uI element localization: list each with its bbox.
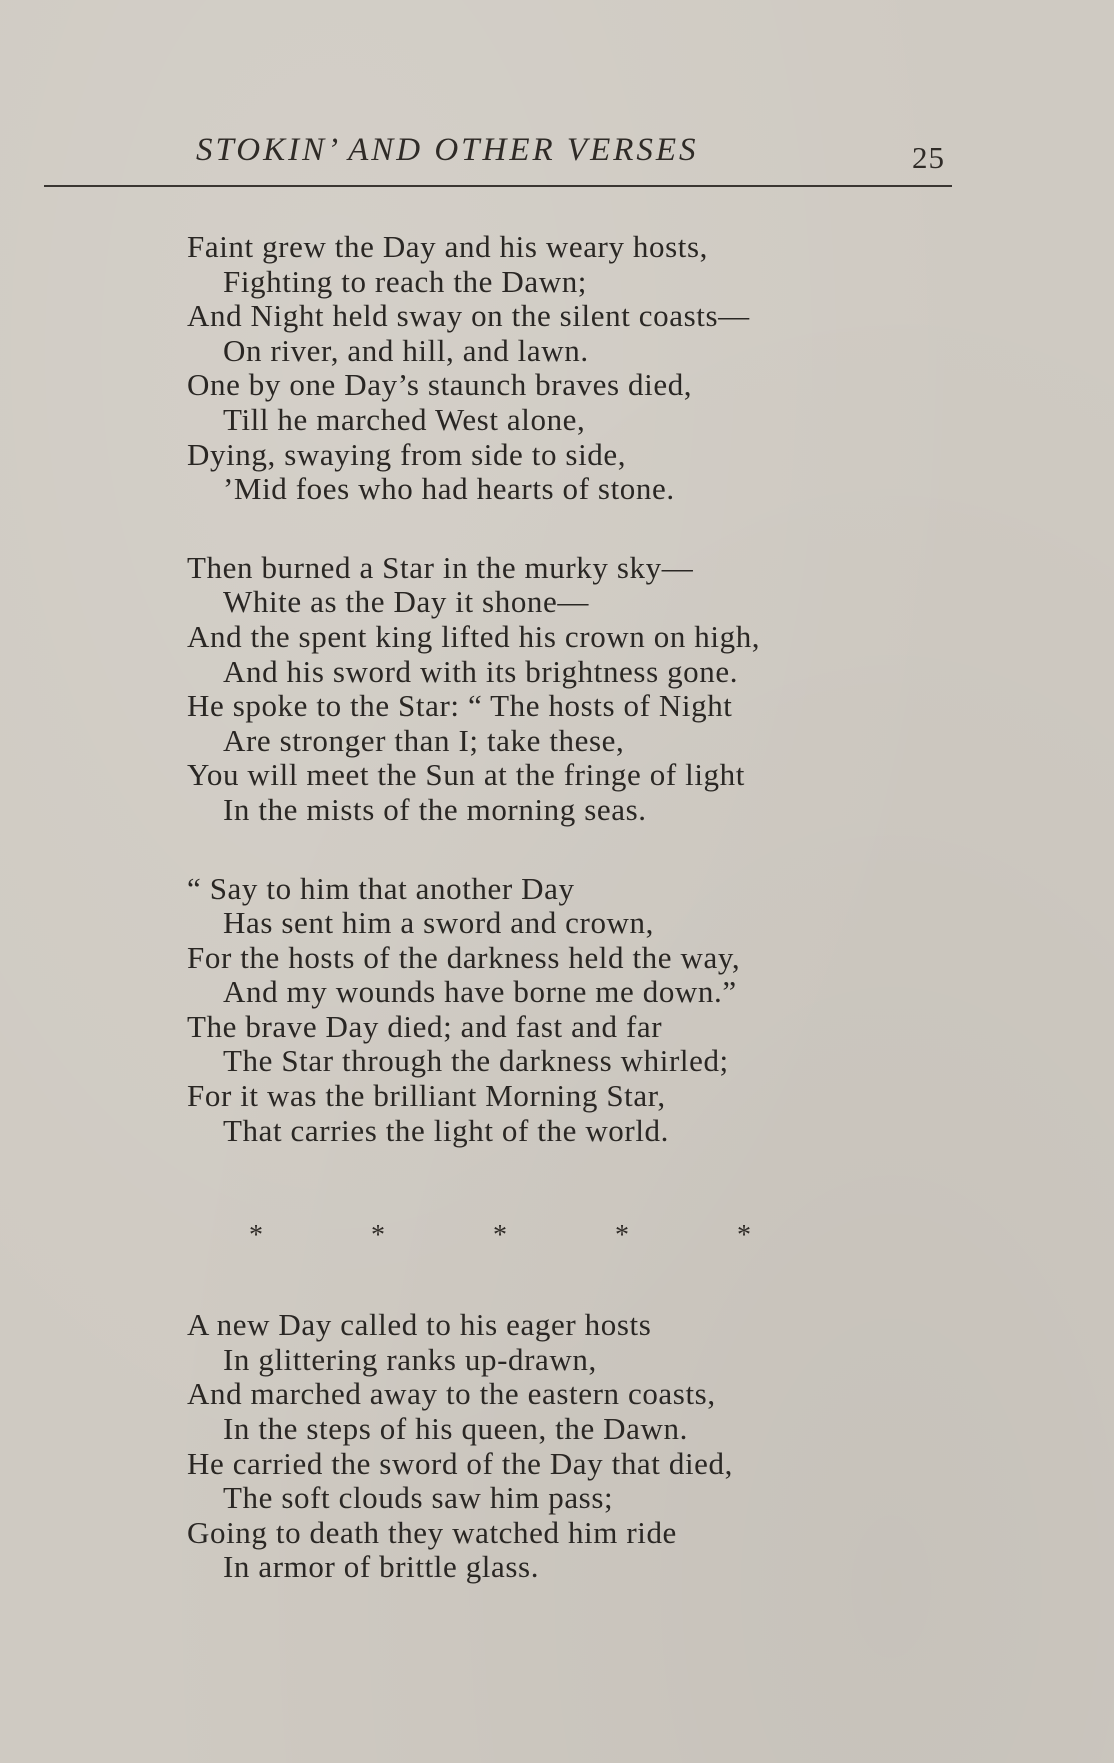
poem-line: Till he marched West alone, [223,401,586,437]
poem-line: And Night held sway on the silent coasts— [187,298,750,334]
poem-line: White as the Day it shone— [223,584,589,620]
poem-line: One by one Day’s staunch braves died, [187,367,693,403]
poem-line: In armor of brittle glass. [223,1549,540,1585]
asterisk-divider-mark: * [249,1220,263,1252]
poem-line: And his sword with its brightness gone. [223,653,739,689]
poem-line: ’Mid foes who had hearts of stone. [223,471,675,507]
stanza-4 [187,1308,947,1585]
poem-body [187,230,947,1629]
poem-line: And the spent king lifted his crown on high, [187,618,761,654]
asterisk-divider-mark: * [493,1220,507,1252]
section-divider [187,1192,947,1284]
poem-line: Has sent him a sword and crown, [223,905,654,941]
poem-line: In glittering ranks up-drawn, [223,1341,597,1377]
poem-line: On river, and hill, and lawn. [223,332,589,368]
poem-line: The Star through the darkness whirled; [223,1043,729,1079]
poem-line: A new Day called to his eager hosts [187,1307,652,1343]
poem-line: For the hosts of the darkness held the way, [187,939,741,975]
stanza-2 [187,551,947,828]
poem-line: Are stronger than I; take these, [223,722,625,758]
poem-line: “ Say to him that another Day [187,870,575,906]
page-number: 25 [912,140,945,175]
poem-line: In the steps of his queen, the Dawn. [223,1411,688,1447]
poem-line: Dying, swaying from side to side, [187,436,627,472]
poem-line: In the mists of the morning seas. [223,791,647,827]
poem-line: The brave Day died; and fast and far [187,1008,663,1044]
poem-line: And my wounds have borne me down.” [223,974,737,1010]
poem-line: Faint grew the Day and his weary hosts, [187,229,709,264]
poem-line: Fighting to reach the Dawn; [223,263,588,299]
poem-line: Going to death they watched him ride [187,1514,677,1550]
poem-line: He spoke to the Star: “ The hosts of Night [187,688,733,724]
poem-line: Then burned a Star in the murky sky— [187,549,694,585]
asterisk-divider-mark: * [615,1220,629,1252]
stanza-3 [187,872,947,1149]
running-title: STOKIN’ AND OTHER VERSES [196,132,699,168]
poem-line: You will meet the Sun at the fringe of light [187,757,745,793]
header-rule [44,185,952,187]
asterisk-divider-mark: * [371,1220,385,1252]
poem-line: That carries the light of the world. [223,1112,669,1148]
asterisk-divider-mark: * [737,1220,751,1252]
poem-line: The soft clouds saw him pass; [223,1480,614,1516]
poem-line: For it was the brilliant Morning Star, [187,1078,666,1114]
poem-line: He carried the sword of the Day that died, [187,1445,733,1481]
stanza-1 [187,230,947,507]
poem-line: And marched away to the eastern coasts, [187,1376,716,1412]
